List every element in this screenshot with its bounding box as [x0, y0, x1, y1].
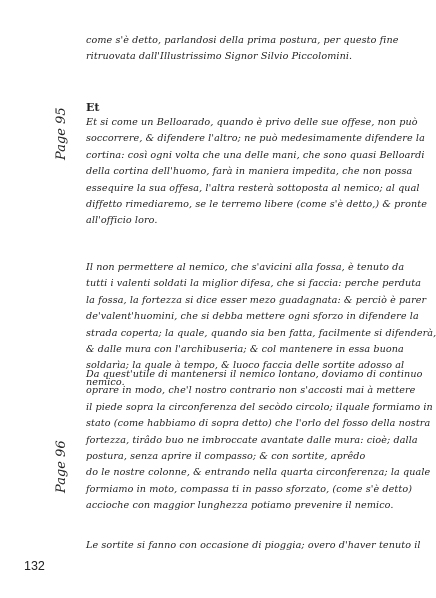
- text-line: fortezza, tirâdo buo ne imbroccate avantate dalle mura: cioè; dalla: [86, 434, 418, 446]
- text-line: formiamo in moto, compassa ti in passo sforzato, (come s'è detto): [86, 483, 413, 495]
- text-line: soccorrere, & difendere l'altro; ne può medesimamente difendere la: [86, 133, 425, 145]
- text-line: stato (come habbiamo di sopra detto) che l'orlo del fosso della nostra: [86, 418, 431, 430]
- text-line: oprare in modo, che'l nostro contrario non s'accosti mai à mettere: [86, 385, 416, 397]
- paragraph-continuation: [86, 33, 399, 66]
- text-line: Le sortite si fanno con occasione di pioggia; overo d'haver tenuto il: [86, 540, 421, 551]
- text-line: della cortina dell'huomo, farà in maniera impedita, che non possa: [86, 166, 413, 178]
- page-number: 132: [24, 559, 45, 573]
- margin-page-label: Page 95: [54, 107, 69, 160]
- text-line: diffetto rimediaremo, se le terremo libere (come s'è detto,) & pronte: [86, 199, 427, 211]
- paragraph: [86, 367, 433, 515]
- text-line: tutti i valenti soldati la miglior difesa, che si faccia: perche perduta: [86, 278, 422, 290]
- text-line: Et si come un Belloarado, quando è privo delle sue offese, non può: [86, 117, 418, 128]
- section-initial: Et: [86, 101, 100, 114]
- text-line: il piede sopra la circonferenza del secòdo circolo; ilquale formiamo in: [86, 401, 433, 413]
- paragraph: [86, 538, 421, 554]
- text-line: accioche con maggior lunghezza potiamo prevenire il nemico.: [86, 500, 394, 512]
- text-line: de'valent'huomini, che si debba mettere ogni sforzo in difendere la: [86, 311, 419, 323]
- text-line: essequire la sua offesa, l'altra resterà sottoposta al nemico; al qual: [86, 182, 420, 194]
- text-line: & dalle mura con l'archibuseria; & col mantenere in essa buona: [86, 344, 404, 356]
- paragraph: [86, 115, 427, 230]
- text-line: ritruovata dall'Illustrissimo Signor Silvio Piccolomini.: [86, 51, 353, 63]
- text-line: postura, senza aprire il compasso; & con sortite, aprêdo: [86, 451, 366, 463]
- text-line: soldarìa; la quale à tempo, & luoco faccia delle sortite adosso al: [86, 360, 405, 372]
- text-line: cortina: così ogni volta che una delle mani, che sono quasi Belloardi: [86, 149, 425, 161]
- text-line: Il non permettere al nemico, che s'avicini alla fossa, è tenuto da: [86, 262, 405, 273]
- text-line: Da quest'utile di mantenersi il nemico lontano, doviamo di continuo: [86, 369, 423, 380]
- text-line: all'officio loro.: [86, 215, 158, 227]
- text-line: nemico.: [86, 376, 125, 388]
- text-line: strada coperta; la quale, quando sia ben fatta, facilmente si difenderà,: [86, 327, 436, 339]
- text-line: come s'è detto, parlandosi della prima postura, per questo fine: [86, 35, 399, 46]
- margin-page-label: Page 96: [54, 440, 69, 493]
- text-line: la fossa, la fortezza si dice esser mezo guadagnata: & perciò è parer: [86, 294, 427, 306]
- text-line: do le nostre colonne, & entrando nella quarta circonferenza; la quale: [86, 467, 431, 479]
